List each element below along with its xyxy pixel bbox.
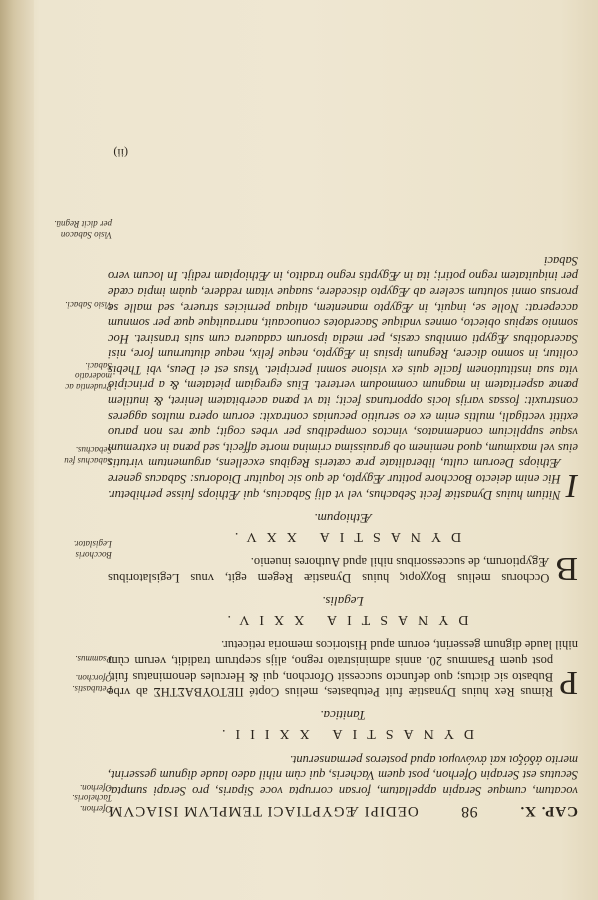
margin-note-4: Bocchoris Legislator. <box>73 539 112 560</box>
dropcap-i: I <box>566 466 578 504</box>
dynasty-25-body: Nitium huius Dynastiæ fecit Sebachus, vel vt alij Sabacius, qui Æthiops fuisse perhibetur. Hic enim deiecto Bocchore potitur Ægypto, de quo sic loquitur Diodorus: Sabacus genere Æthiops Deorum cultu, liberalitate præ cæteris Regibus excellens, argumentum virtutis eius vel maximum, quod neminem ob grauissima crimina morte affecit, sed pœna in extremum vsque supplicium condemnatos, vinctos compedibus per vrbes cogit; quæ res non paruo extitit vectigali, multis enim ex eo seruitio pecunias contraxit: eorum opera multos aggeres construxit: fossas varijs locis opportunas fecit; ita vt pœna acerbitatem leniret, & inutilem pœnæ asperitatem in magnum commodum verteret. Eius egregiam pietatem, & a principio vita sua institutionem facile quis ex visione somni percipiet. Visus est ei Deus, vbi Thebis colitur, in somno dicere, Regnum ipsius in Ægypto, neque felix, neque diuturnum fore, nisi Sacerdotibus Ægypti omnibus cæsis, per media ipsorum cadauera cum suis transiret. Hoc somnio sæpius obiecto, omnes vndique Sacerdotes conuocauit, narrauitque quæ per somnum acceperat: Nolle se, inquit, in Ægypto manentem, aliqua pernicies struere, sed malle se prorsus omni solutum scelere ab Ægypto discedere, suaque vitam reddere, quàm impia cæde per iniquitatem regno potiri; ita in Ægyptis regno tradito, in Æthiopiam redijt. In locum vero Sabaci <box>108 253 578 502</box>
running-header <box>108 798 578 820</box>
folio-mark: (ii) <box>113 146 128 160</box>
dynasty-25-subtitle: Æthiopum. <box>314 510 372 526</box>
page-body <box>108 252 578 820</box>
dynasty-23-title: DYNASTIA XXIII. <box>212 726 474 742</box>
dynasty-24-section <box>108 549 578 627</box>
dynasty-24-body: Occhorus melius Βοχχορις huius Dynastiæ Regem egit, vnus Legislatoribus Ægyptiorum, de successoribus nihil apud Authores inuenio. <box>108 555 550 585</box>
intro-section <box>108 751 578 798</box>
dynasty-24-text <box>108 549 578 587</box>
chapter-label: CAP. X. <box>519 803 578 819</box>
margin-note-7: Visio Sabaci. <box>65 300 112 310</box>
dropcap-p: P <box>559 664 578 702</box>
dynasty-23-body: Rimus Rex huius Dynastiæ fuit Petubastes, melius Copté ΠΕΤΟΥΒΑΣΤΗΣ ab vrbe Bubasto sic dictus; quo defuncto successit Oforchon, qui & Hercules denominatus fuit, post quem Psammus 20. annis administrato regno, alijs sceptrum tradidit, verum cùm nihil laude dignum gesserint, eorum apud Historicos memoria reticetur. <box>108 638 578 700</box>
page-number: 98 <box>460 803 478 820</box>
margin-note-8: Visio Sabacon per dicit Regnū. <box>54 219 112 240</box>
running-title: OEDIPI ÆGYPTIACI TEMPLVM ISIACVM <box>108 803 419 819</box>
intro-paragraph: vocatum, cumque Serapin appellatum, forsan corrupta voce Siparis, pro Serapi sumpta. Secutus est Serapin Oferhon, post quem Vacheris, qui cùm nihil adeo laude dignum gesserint, merito ἀδόξοι καὶ ἀνώνυμοι apud posteros permanserunt. <box>108 752 578 798</box>
margin-note-1: Oferhon. Tacheloris. Oferhon. <box>72 783 112 814</box>
dynasty-23-subtitle: Tanitica. <box>320 708 366 724</box>
margin-note-2: Petubastis. Oforchon. <box>72 673 112 694</box>
dynasty-23-text <box>108 637 578 702</box>
dynasty-25-title: DYNASTIA XXV. <box>224 528 462 544</box>
dynasty-25-section <box>108 252 578 544</box>
dynasty-24-subtitle: Legalis. <box>322 593 364 609</box>
margin-note-6: Prudentia ac moderatio Sabaci. <box>65 361 112 392</box>
dynasty-25-text <box>108 252 578 502</box>
margin-note-3: Psammus. <box>75 654 112 664</box>
dynasty-23-section <box>108 637 578 741</box>
margin-note-5: Sabachus feu Sebachus. <box>64 445 112 466</box>
dropcap-b: B <box>555 549 578 587</box>
dynasty-24-title: DYNASTIA XXIV. <box>217 611 469 627</box>
